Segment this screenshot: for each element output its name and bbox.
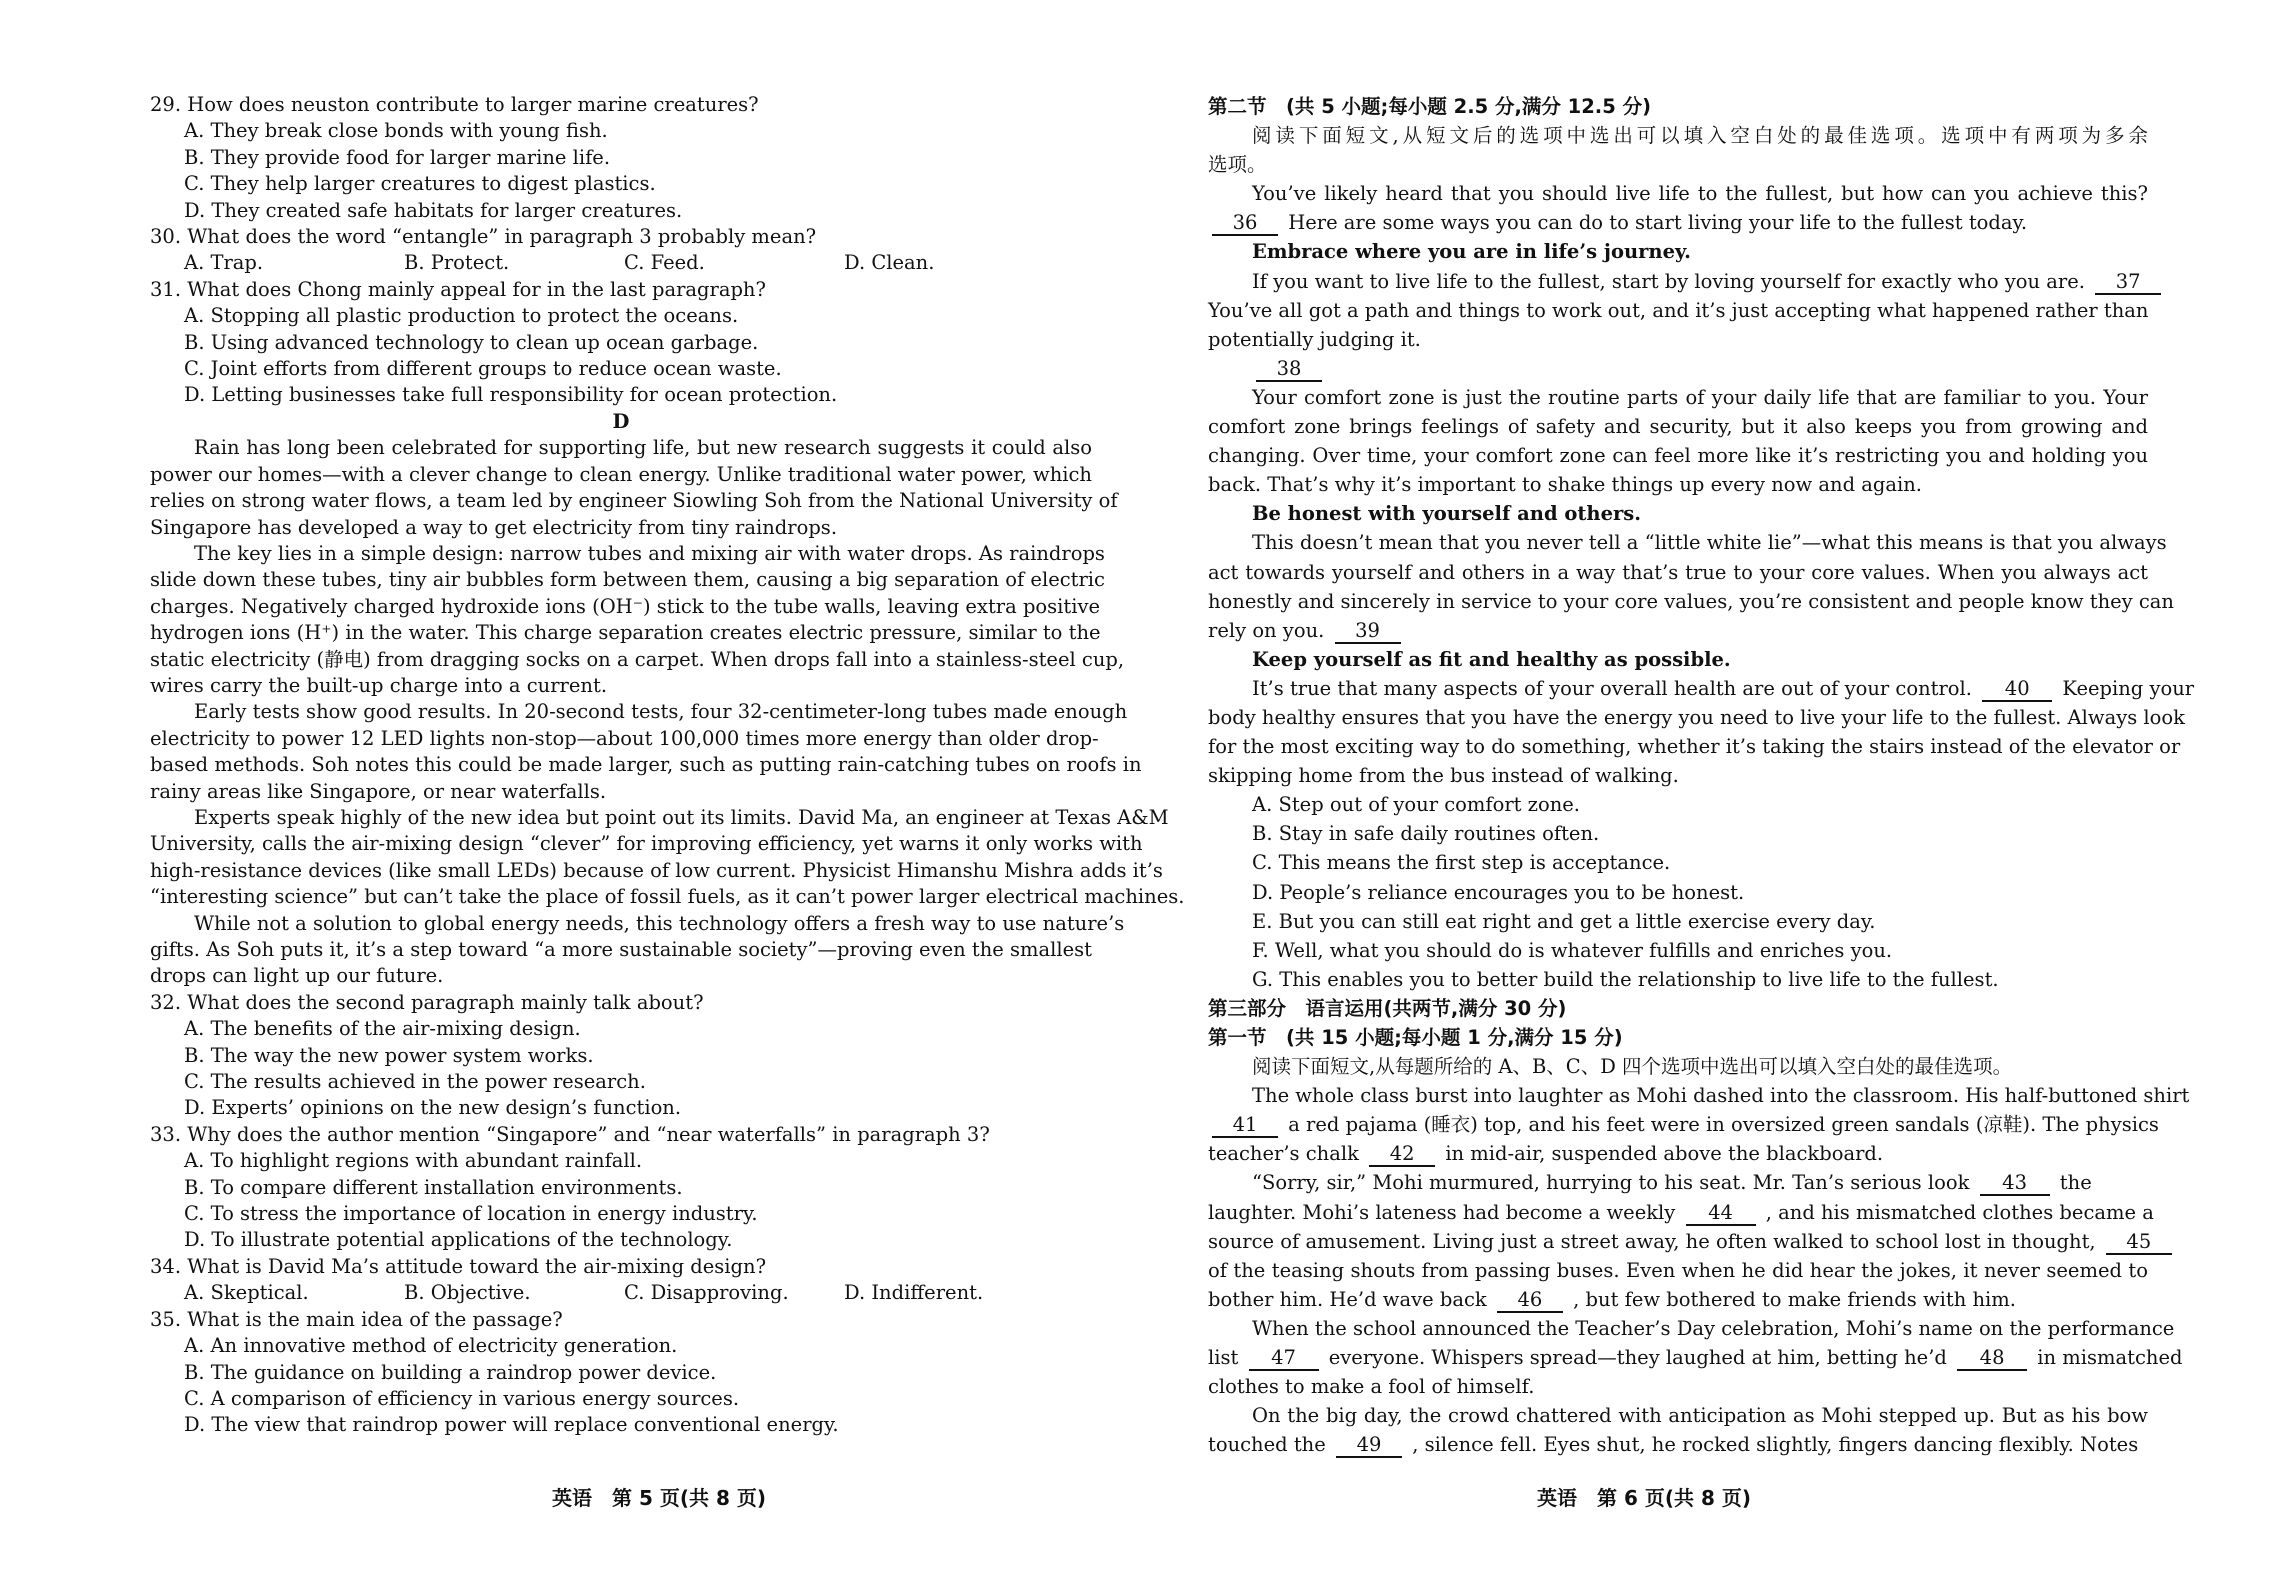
passage-line: Your comfort zone is just the routine parts of your daily life that are familiar to you. Your bbox=[1252, 385, 2148, 409]
passage-line bbox=[1208, 354, 2148, 383]
q35-option-a: A. An innovative method of electricity generation. bbox=[184, 1334, 678, 1358]
passage-d-line: electricity to power 12 LED lights non-stop—about 100,000 times more energy than older drop- bbox=[150, 726, 1099, 750]
passage-d-line: The key lies in a simple design: narrow tubes and mixing air with water drops. As raindrops bbox=[194, 541, 1105, 565]
passage-line bbox=[1208, 616, 2148, 645]
q31-stem: 31. What does Chong mainly appeal for in the last paragraph? bbox=[150, 277, 766, 301]
q29-option-a: A. They break close bonds with young fish. bbox=[184, 119, 608, 143]
section-2-instructions-cont: 选项。 bbox=[1208, 153, 1267, 177]
passage-d-line: While not a solution to global energy needs, this technology offers a fresh way to use nature’s bbox=[194, 911, 1125, 935]
subheading-honest: Be honest with yourself and others. bbox=[1252, 502, 1642, 526]
passage-d-line: relies on strong water flows, a team led by engineer Siowling Soh from the National University of bbox=[150, 489, 1118, 513]
blank-48[interactable]: 48 bbox=[1957, 1347, 2027, 1371]
q33-stem: 33. Why does the author mention “Singapore” and “near waterfalls” in paragraph 3? bbox=[150, 1122, 990, 1146]
section-2-instructions: 阅读下面短文,从短文后的选项中选出可以填入空白处的最佳选项。选项中有两项为多余 bbox=[1252, 124, 2148, 148]
subheading-embrace: Embrace where you are in life’s journey. bbox=[1252, 240, 1691, 264]
blank-49[interactable]: 49 bbox=[1336, 1434, 1402, 1458]
passage-d-line: high-resistance devices (like small LEDs) because of low current. Physicist Himanshu Mishra adds it’s bbox=[150, 858, 1163, 882]
cloze-text: , silence fell. Eyes shut, he rocked slightly, fingers dancing flexibly. Notes bbox=[1412, 1433, 2139, 1457]
cloze-text: source of amusement. Living just a street away, he often walked to school lost in thought, bbox=[1208, 1229, 2096, 1253]
choice-d: D. People’s reliance encourages you to be honest. bbox=[1252, 880, 1745, 904]
q30-options bbox=[150, 250, 1092, 276]
cloze-line bbox=[1208, 1139, 2148, 1168]
q34-option-b: B. Objective. bbox=[404, 1281, 531, 1305]
q32-option-b: B. The way the new power system works. bbox=[184, 1043, 594, 1067]
passage-line: body healthy ensures that you have the energy you need to live your life to the fullest. Always look bbox=[1208, 705, 2185, 729]
blank-38[interactable]: 38 bbox=[1256, 358, 1322, 382]
q32-option-a: A. The benefits of the air-mixing design. bbox=[184, 1017, 581, 1041]
q31-option-c: C. Joint efforts from different groups to reduce ocean waste. bbox=[184, 357, 782, 381]
cloze-line: When the school announced the Teacher’s Day celebration, Mohi’s name on the performance bbox=[1252, 1316, 2175, 1340]
choice-a: A. Step out of your comfort zone. bbox=[1252, 793, 1580, 817]
q32-option-c: C. The results achieved in the power research. bbox=[184, 1070, 646, 1094]
cloze-text: teacher’s chalk bbox=[1208, 1142, 1359, 1166]
cloze-line bbox=[1208, 1430, 2148, 1459]
cloze-text: touched the bbox=[1208, 1433, 1326, 1457]
cloze-line: of the teasing shouts from passing buses. Even when he did hear the jokes, it never seemed to bbox=[1208, 1258, 2148, 1282]
q35-stem: 35. What is the main idea of the passage? bbox=[150, 1307, 563, 1331]
passage-line: comfort zone brings feelings of safety and security, but it also keeps you from growing and bbox=[1208, 415, 2148, 439]
passage-text: If you want to live life to the fullest, start by loving yourself for exactly who you are. bbox=[1252, 269, 2085, 293]
q34-option-d: D. Indifferent. bbox=[844, 1281, 984, 1305]
cloze-line: On the big day, the crowd chattered with anticipation as Mohi stepped up. But as his bow bbox=[1252, 1404, 2148, 1428]
blank-43[interactable]: 43 bbox=[1980, 1172, 2050, 1196]
cloze-line: clothes to make a fool of himself. bbox=[1208, 1375, 1535, 1399]
section-2-header: 第二节 (共 5 小题;每小题 2.5 分,满分 12.5 分) bbox=[1208, 95, 1651, 118]
passage-d-line: wires carry the built-up charge into a current. bbox=[150, 673, 608, 697]
passage-d-line: slide down these tubes, tiny air bubbles form between them, causing a big separation of electric bbox=[150, 568, 1105, 592]
passage-line: honestly and sincerely in service to your core values, you’re consistent and people know they can bbox=[1208, 589, 2174, 613]
section-1-header: 第一节 (共 15 小题;每小题 1 分,满分 15 分) bbox=[1208, 1026, 1623, 1049]
q31-option-a: A. Stopping all plastic production to protect the oceans. bbox=[184, 304, 739, 328]
page-footer-left: 英语 第 5 页(共 8 页) bbox=[552, 1486, 766, 1510]
choice-f: F. Well, what you should do is whatever fulfills and enriches you. bbox=[1252, 938, 1893, 962]
blank-37[interactable]: 37 bbox=[2095, 271, 2161, 295]
blank-40[interactable]: 40 bbox=[1982, 678, 2052, 702]
cloze-line bbox=[1208, 1110, 2159, 1139]
cloze-text: a red pajama (睡衣) top, and his feet were in oversized green sandals (凉鞋). The physics bbox=[1288, 1113, 2159, 1137]
passage-text: Keeping your bbox=[2062, 676, 2195, 700]
passage-line: act towards yourself and others in a way that’s true to your core values. When you always act bbox=[1208, 560, 2148, 584]
passage-d-title: D bbox=[612, 409, 630, 433]
subheading-fit: Keep yourself as fit and healthy as possible. bbox=[1252, 647, 1731, 671]
q35-option-c: C. A comparison of efficiency in various energy sources. bbox=[184, 1386, 740, 1410]
passage-line: potentially judging it. bbox=[1208, 327, 1421, 351]
passage-line bbox=[1208, 267, 2148, 296]
passage-d-line: gifts. As Soh puts it, it’s a step toward “a more sustainable society”—proving even the smallest bbox=[150, 938, 1092, 961]
passage-line: for the most exciting way to do something, whether it’s taking the stairs instead of the elevator or bbox=[1208, 735, 2181, 759]
cloze-text: the bbox=[2059, 1171, 2092, 1195]
q34-options bbox=[150, 1280, 1092, 1306]
choice-b: B. Stay in safe daily routines often. bbox=[1252, 822, 1600, 846]
passage-line: skipping home from the bus instead of walking. bbox=[1208, 764, 1679, 788]
blank-39[interactable]: 39 bbox=[1335, 620, 1401, 644]
passage-d-line: “interesting science” but can’t take the place of fossil fuels, as it can’t power larger electrical machines. bbox=[150, 885, 1185, 909]
cloze-line bbox=[1208, 1168, 2148, 1197]
q30-option-c: C. Feed. bbox=[624, 251, 705, 275]
q34-option-c: C. Disapproving. bbox=[624, 1281, 789, 1305]
blank-44[interactable]: 44 bbox=[1686, 1202, 1756, 1226]
q33-option-a: A. To highlight regions with abundant rainfall. bbox=[184, 1149, 643, 1173]
passage-line: You’ve all got a path and things to work out, and it’s just accepting what happened rather than bbox=[1208, 298, 2149, 322]
passage-text: Here are some ways you can do to start living your life to the fullest today. bbox=[1288, 211, 2028, 235]
q30-option-b: B. Protect. bbox=[404, 251, 510, 275]
passage-text: It’s true that many aspects of your overall health are out of your control. bbox=[1252, 676, 1972, 700]
q33-option-d: D. To illustrate potential applications of the technology. bbox=[184, 1228, 733, 1252]
blank-46[interactable]: 46 bbox=[1497, 1289, 1563, 1313]
passage-d-line: based methods. Soh notes this could be made larger, such as putting rain-catching tubes on roofs in bbox=[150, 753, 1142, 777]
blank-42[interactable]: 42 bbox=[1369, 1143, 1435, 1167]
choice-c: C. This means the first step is acceptance. bbox=[1252, 851, 1671, 875]
cloze-text: in mismatched bbox=[2037, 1346, 2183, 1370]
passage-line: changing. Over time, your comfort zone can feel more like it’s restricting you and holding you bbox=[1208, 444, 2148, 468]
choice-g: G. This enables you to better build the relationship to live life to the fullest. bbox=[1252, 967, 1999, 991]
q31-option-b: B. Using advanced technology to clean up ocean garbage. bbox=[184, 330, 759, 354]
q29-option-c: C. They help larger creatures to digest plastics. bbox=[184, 172, 656, 196]
passage-line bbox=[1208, 208, 2148, 237]
passage-line: This doesn’t mean that you never tell a “little white lie”—what this means is that you always bbox=[1252, 531, 2167, 555]
passage-line: back. That’s why it’s important to shake things up every now and again. bbox=[1208, 473, 1922, 497]
q34-option-a: A. Skeptical. bbox=[184, 1281, 309, 1305]
cloze-text: everyone. Whispers spread—they laughed at him, betting he’d bbox=[1328, 1346, 1947, 1370]
choice-e: E. But you can still eat right and get a little exercise every day. bbox=[1252, 909, 1876, 933]
q30-option-a: A. Trap. bbox=[184, 251, 264, 275]
left-column bbox=[150, 92, 1185, 1439]
q34-stem: 34. What is David Ma’s attitude toward the air-mixing design? bbox=[150, 1254, 767, 1278]
passage-d-line: drops can light up our future. bbox=[150, 964, 444, 988]
cloze-text: laughter. Mohi’s lateness had become a weekly bbox=[1208, 1200, 1676, 1224]
passage-d-line: static electricity (静电) from dragging socks on a carpet. When drops fall into a stainless-steel cup, bbox=[150, 647, 1125, 671]
page-footer-right: 英语 第 6 页(共 8 页) bbox=[1537, 1486, 1751, 1510]
passage-d-line: power our homes—with a clever change to clean energy. Unlike traditional water power, which bbox=[150, 462, 1092, 486]
passage-d-line: Early tests show good results. In 20-second tests, four 32-centimeter-long tubes made enough bbox=[194, 700, 1128, 724]
cloze-line bbox=[1208, 1198, 2154, 1227]
passage-line: You’ve likely heard that you should live life to the fullest, but how can you achieve this? bbox=[1252, 182, 2148, 206]
passage-text: rely on you. bbox=[1208, 618, 1325, 642]
passage-d-line: Singapore has developed a way to get electricity from tiny raindrops. bbox=[150, 515, 838, 539]
cloze-line bbox=[1208, 1227, 2152, 1256]
q35-option-d: D. The view that raindrop power will replace conventional energy. bbox=[184, 1413, 839, 1437]
passage-line bbox=[1208, 674, 2195, 703]
q30-stem: 30. What does the word “entangle” in paragraph 3 probably mean? bbox=[150, 225, 817, 249]
cloze-line bbox=[1208, 1343, 2183, 1372]
passage-d-line: Experts speak highly of the new idea but point out its limits. David Ma, an engineer at Texas A&M bbox=[194, 805, 1169, 829]
right-column bbox=[1208, 92, 2195, 1459]
cloze-text: bother him. He’d wave back bbox=[1208, 1287, 1487, 1311]
blank-41[interactable]: 41 bbox=[1212, 1114, 1278, 1138]
cloze-text: in mid-air, suspended above the blackboard. bbox=[1445, 1142, 1884, 1166]
passage-d-line: hydrogen ions (H⁺) in the water. This charge separation creates electric pressure, similar to the bbox=[150, 621, 1101, 645]
passage-d-line: University, calls the air-mixing design “clever” for improving efficiency, yet warns it only works with bbox=[150, 832, 1143, 856]
q33-option-b: B. To compare different installation environments. bbox=[184, 1175, 683, 1199]
q33-option-c: C. To stress the importance of location in energy industry. bbox=[184, 1202, 758, 1226]
q29-option-d: D. They created safe habitats for larger creatures. bbox=[184, 198, 683, 222]
section-1-instructions: 阅读下面短文,从每题所给的 A、B、C、D 四个选项中选出可以填入空白处的最佳选项。 bbox=[1252, 1055, 2013, 1079]
q32-option-d: D. Experts’ opinions on the new design’s function. bbox=[184, 1096, 682, 1120]
passage-d-line: Rain has long been celebrated for supporting life, but new research suggests it could also bbox=[194, 436, 1092, 460]
q29-stem: 29. How does neuston contribute to larger marine creatures? bbox=[150, 93, 759, 116]
blank-47[interactable]: 47 bbox=[1249, 1347, 1319, 1371]
cloze-line: The whole class burst into laughter as Mohi dashed into the classroom. His half-buttoned shirt bbox=[1252, 1084, 2190, 1108]
q29-option-b: B. They provide food for larger marine life. bbox=[184, 145, 611, 169]
q35-option-b: B. The guidance on building a raindrop power device. bbox=[184, 1360, 717, 1384]
q32-stem: 32. What does the second paragraph mainly talk about? bbox=[150, 990, 704, 1014]
q31-option-d: D. Letting businesses take full responsibility for ocean protection. bbox=[184, 383, 838, 407]
q30-option-d: D. Clean. bbox=[844, 251, 935, 275]
passage-d-line: rainy areas like Singapore, or near waterfalls. bbox=[150, 779, 607, 803]
blank-45[interactable]: 45 bbox=[2106, 1231, 2172, 1255]
cloze-text: “Sorry, sir,” Mohi murmured, hurrying to his seat. Mr. Tan’s serious look bbox=[1252, 1171, 1970, 1195]
cloze-text: list bbox=[1208, 1346, 1239, 1370]
blank-36[interactable]: 36 bbox=[1212, 212, 1278, 236]
passage-d-line: charges. Negatively charged hydroxide ions (OH⁻) stick to the tube walls, leaving extra positive bbox=[150, 594, 1101, 618]
cloze-text: , and his mismatched clothes became a bbox=[1765, 1200, 2154, 1224]
part-3-header: 第三部分 语言运用(共两节,满分 30 分) bbox=[1208, 996, 1567, 1020]
cloze-line bbox=[1208, 1285, 2148, 1314]
cloze-text: , but few bothered to make friends with him. bbox=[1573, 1287, 2016, 1311]
